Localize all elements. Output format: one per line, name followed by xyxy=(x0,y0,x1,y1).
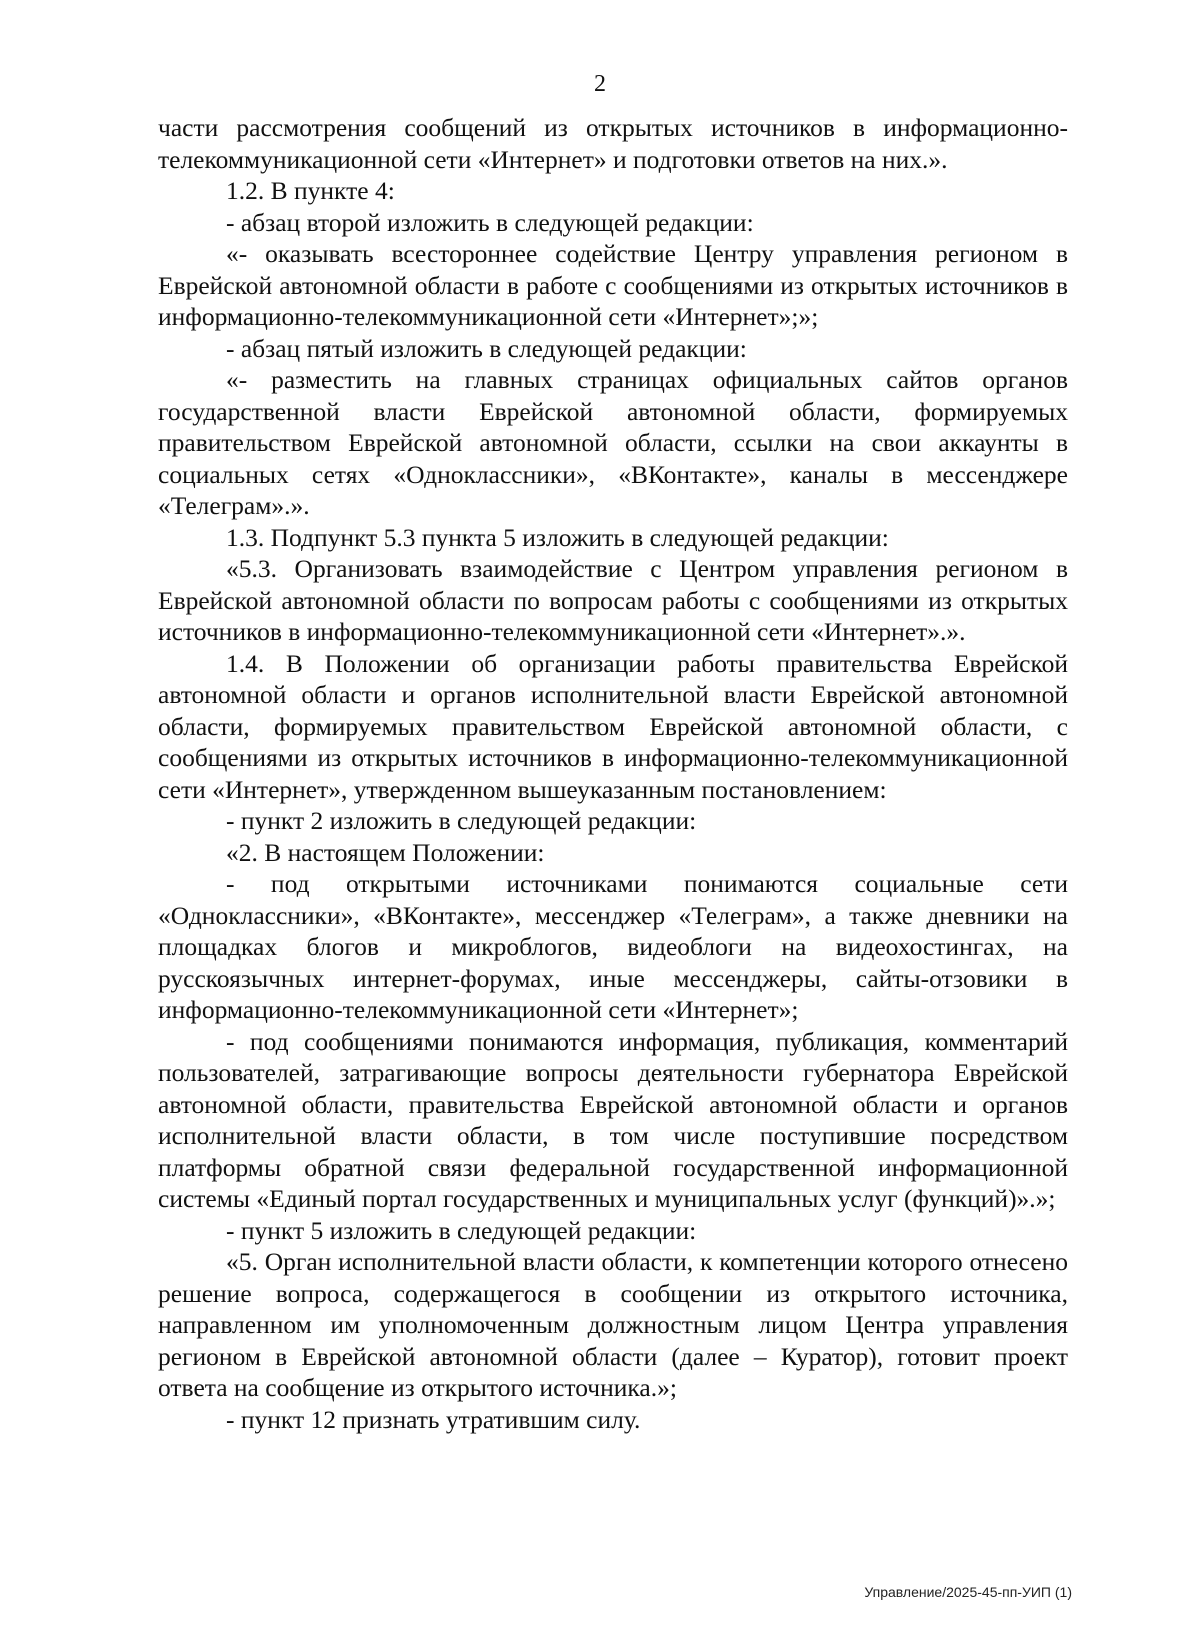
document-footer-code: Управление/2025-45-пп-УИП (1) xyxy=(864,1584,1072,1600)
paragraph-definition: - под открытыми источниками понимаются социальные сети «Одноклассники», «ВКонтакте», мессенджер «Телеграм», а также дневники на площадках блогов и микроблогов, видеоблоги на видеохостингах, на русскоязычных интернет-форумах, иные мессенджеры, сайты-отзовики в информационно-телекоммуникационной сети «Интернет»; xyxy=(158,869,1068,1024)
paragraph-item-1-3: 1.3. Подпункт 5.3 пункта 5 изложить в следующей редакции: xyxy=(226,522,889,552)
paragraph-subitem: - пункт 12 признать утратившим силу. xyxy=(226,1404,641,1434)
paragraph-quote: «- разместить на главных страницах официальных сайтов органов государственной власти Еврейской автономной области, формируемых правительством Еврейской автономной области, ссылки на свои аккаунты в социальных сетях «Одноклассники», «ВКонтакте», каналы в мессенджере «Телеграм».». xyxy=(158,365,1068,520)
paragraph-subitem: - пункт 5 изложить в следующей редакции: xyxy=(226,1215,697,1245)
paragraph-item-1-4: 1.4. В Положении об организации работы правительства Еврейской автономной области и органов исполнительной власти Еврейской автономной области, формируемых правительством Еврейской автономной области, с сообщениями из открытых источников в информационно-телекоммуникационной сети «Интернет», утвержденном вышеуказанным постановлением: xyxy=(158,648,1068,804)
paragraph-continuation: части рассмотрения сообщений из открытых источников в информационно-телекоммуникационной сети «Интернет» и подготовки ответов на них.». xyxy=(158,113,1068,174)
paragraph-quote: «5.3. Организовать взаимодействие с Центром управления регионом в Еврейской автономной области по вопросам работы с сообщениями из открытых источников в информационно-телекоммуникационной сети «Интернет».». xyxy=(158,554,1068,646)
document-body xyxy=(158,112,1068,1435)
paragraph-quote: «5. Орган исполнительной власти области, к компетенции которого отнесено решение вопроса, содержащегося в сообщении из открытого источника, направленном им уполномоченным должностным лицом Центра управления регионом в Еврейской автономной области (далее – Куратор), готовит проект ответа на сообщение из открытого источника.»; xyxy=(158,1247,1068,1402)
paragraph-subitem: - пункт 2 изложить в следующей редакции: xyxy=(226,806,697,835)
paragraph-quote: «- оказывать всестороннее содействие Центру управления регионом в Еврейской автономной области в работе с сообщениями из открытых источников в информационно-телекоммуникационной сети «Интернет»;»; xyxy=(158,239,1068,331)
page-number: 2 xyxy=(594,71,606,97)
paragraph-definition: - под сообщениями понимаются информация, публикация, комментарий пользователей, затрагивающие вопросы деятельности губернатора Еврейской автономной области, правительства Еврейской автономной области и органов исполнительной власти области, в том числе поступившие посредством платформы обратной связи федеральной государственной информационной системы «Единый портал государственных и муниципальных услуг (функций)».»; xyxy=(158,1026,1068,1213)
paragraph-quote: «2. В настоящем Положении: xyxy=(226,837,545,867)
paragraph-subitem: - абзац пятый изложить в следующей редакции: xyxy=(226,333,747,363)
paragraph-item-1-2: 1.2. В пункте 4: xyxy=(226,176,395,205)
paragraph-subitem: - абзац второй изложить в следующей редакции: xyxy=(226,207,754,237)
